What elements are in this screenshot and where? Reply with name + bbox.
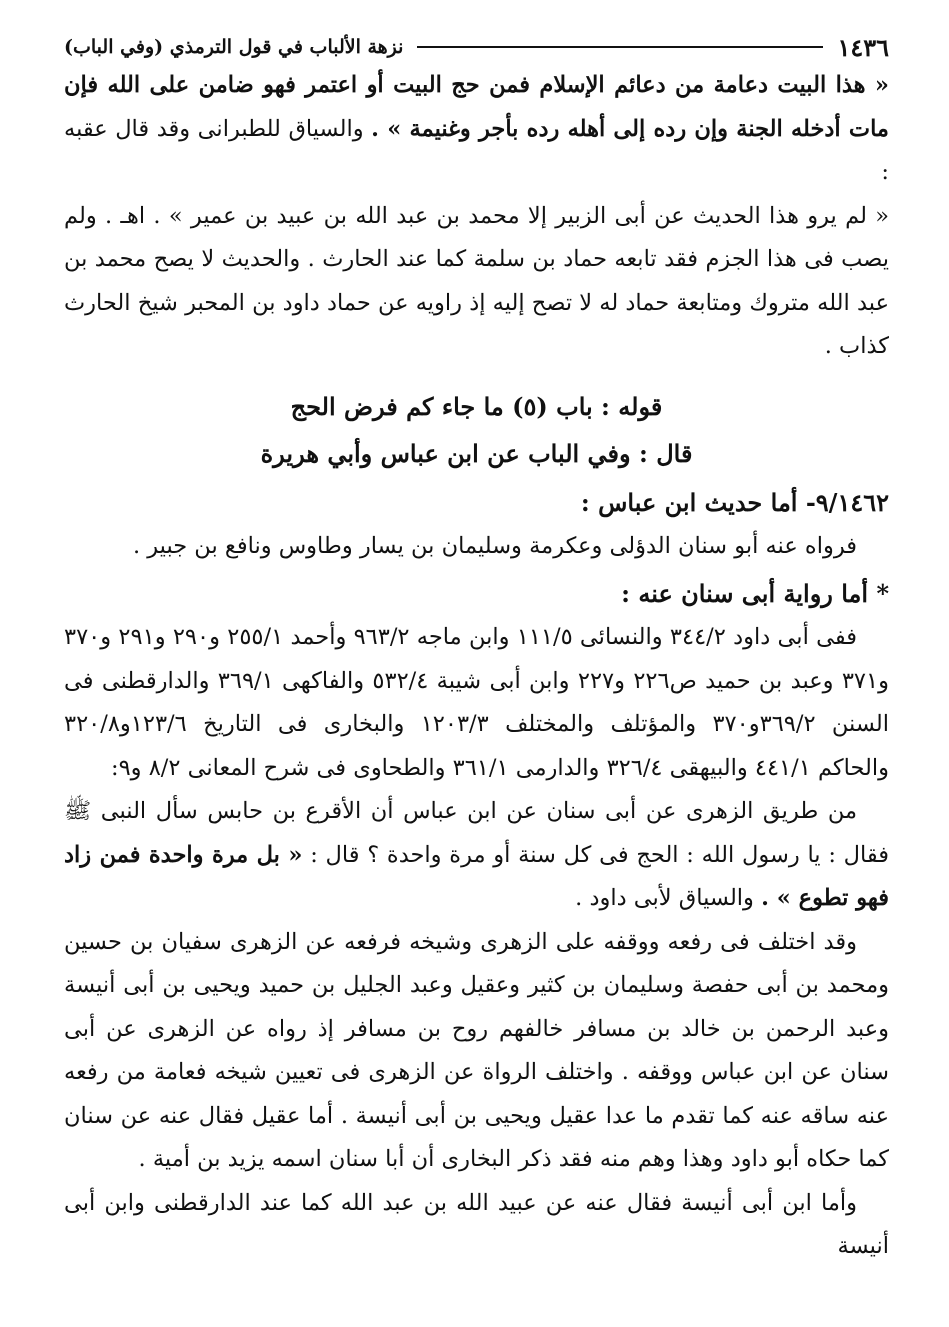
running-title: نزهة الألباب في قول الترمذي (وفي الباب) (64, 36, 404, 58)
hadith-tail: والسياق لأبى داود . (575, 885, 762, 911)
riwaya-title: أما رواية أبى سنان عنه : (621, 579, 869, 608)
intro-attribution: والسياق للطبرانى وقد قال عقبه : (64, 115, 889, 185)
hadith-intro: من طريق الزهرى عن أبى سنان عن ابن عباس أن الأقرع بن حابس سأل النبى ﷺ فقال : يا رسول الله : الحج فى كل سنة أو مرة واحدة ؟ قال : (64, 798, 889, 868)
page-number: ١٤٣٦ (837, 32, 889, 62)
discussion-paragraph: وقد اختلف فى رفعه ووقفه على الزهرى وشيخه فرفعه عن الزهرى سفيان بن حسين ومحمد بن أبى حفصة وسليمان بن كثير وعقيل وعبد الجليل بن حميد ويحيى بن أبى أنيسة وعبد الرحمن بن خالد بن مسافر خالفهم روح بن مسافر إذ رواه عن الزهرى عن أبى سنان عن ابن عباس ووقفه . واختلف الرواة عن الزهرى فى تعيين شيخه فعامة من رفعه عنه ساقه عنه كما تقدم ما عدا عقيل ويحيى بن أبى أنيسة . أما عقيل فقال عنه عن سنان كما حكاه أبو داود وهذا وهم منه فقد ذكر البخارى أن أبا سنان اسمه يزيد بن أمية . (64, 928, 889, 1172)
hadith-quote: « بل مرة واحدة فمن زاد فهو تطوع » . (64, 841, 889, 911)
tabarani-comment: « لم يرو هذا الحديث عن أبى الزبير إلا محمد بن عبد الله بن عبيد بن عمير » . اهـ . ولم يصب فى هذا الجزم فقد تابعه حماد بن سلمة كما عند الحارث . والحديث لا يصح محمد بن عبد الله متروك ومتابعة حماد له لا تصح إليه إذ راويه عن حماد داود بن المحبر شيخ الحارث كذاب . (64, 202, 889, 359)
star-marker: * (876, 579, 889, 608)
riwaya-heading (64, 572, 889, 616)
header-rule (417, 46, 823, 48)
running-header (64, 30, 889, 64)
chapter-title: قوله : باب (٥) ما جاء كم فرض الحج (290, 391, 663, 421)
sources-paragraph: ففى أبى داود ٣٤٤/٢ والنسائى ١١١/٥ وابن ماجه ٩٦٣/٢ وأحمد ٢٥٥/١ و٢٩٠ و٢٩١ و٣٧٠ و٣٧١ وعبد بن حميد ص٢٢٦ و٢٢٧ وابن أبى شيبة ٥٣٢/٤ والفاكهى ٣٦٩/١ والدارقطنى فى السنن ٣٦٩/٢و٣٧٠ والمؤتلف والمختلف ١٢٠٣/٣ والبخارى فى التاريخ ١٢٣/٦و٣٢٠/٨ والحاكم ٤٤١/١ والبيهقى ٣٢٦/٤ والدارمى ٣٦١/١ والطحاوى فى شرح المعانى ٨/٢ و٩: (64, 624, 889, 781)
discussion-paragraph-2: وأما ابن أبى أنيسة فقال عنه عن عبيد الله بن عبد الله كما عند الدارقطنى وابن أبى أنيسة (64, 1189, 889, 1259)
intro-hadith-quote: « هذا البيت دعامة من دعائم الإسلام فمن حج البيت أو اعتمر فهو ضامن على الله فإن مات أدخله الجنة وإن رده إلى أهله رده بأجر وغنيمة » . (64, 72, 889, 142)
hadith-paragraph (64, 790, 889, 921)
chapter-subtitle: قال : وفي الباب عن ابن عباس وأبي هريرة (260, 438, 693, 468)
narrators-paragraph: فرواه عنه أبو سنان الدؤلى وعكرمة وسليمان بن يسار وطاوس ونافع بن جبير . (132, 532, 857, 559)
intro-paragraph (64, 64, 889, 195)
entry-title: ٩/١٤٦٢- أما حديث ابن عباس : (580, 487, 889, 517)
